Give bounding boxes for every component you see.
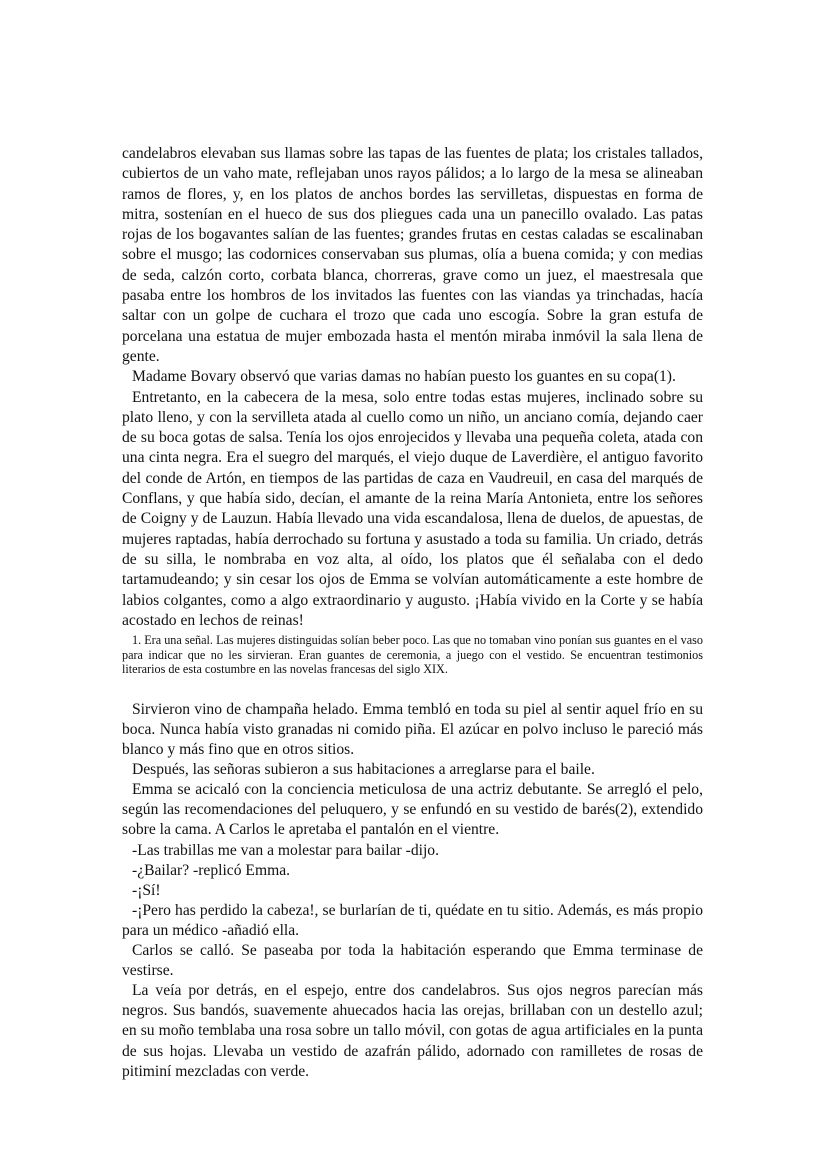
footnote [122, 633, 703, 677]
dialogue-line: -Las trabillas me van a molestar para bailar -dijo. [132, 841, 439, 859]
paragraph: Después, las señoras subieron a sus habitaciones a arreglarse para el baile. [132, 761, 595, 779]
paragraph: Madame Bovary observó que varias damas no habían puesto los guantes en su copa(1). [132, 368, 676, 386]
document-page [122, 144, 703, 1082]
paragraph: Emma se acicaló con la conciencia meticulosa de una actriz debutante. Se arregló el pelo, según las recomendaciones del peluquero, y se enfundó en su vestido de barés(2), extendido sobre la cama. A Carlos le apretaba el pantalón en el vientre. [122, 781, 703, 839]
paragraph-continued: candelabros elevaban sus llamas sobre las tapas de las fuentes de plata; los cristales tallados, cubiertos de un vaho mate, reflejaban unos rayos pálidos; a lo largo de la mesa se alineaban ramos de flores, y, en los platos de anchos bordes las servilletas, dispuestas en forma de mitra, sostenían en el hueco de sus dos pliegues cada una un panecillo ovalado. Las patas rojas de los bogavantes salían de las fuentes; grandes frutas en cestas caladas se escalinaban sobre el musgo; las codornices conservaban sus plumas, olía a buena comida; y con medias de seda, calzón corto, corbata blanca, chorreras, grave como un juez, el maestresala que pasaba entre los hombros de los invitados las fuentes con las viandas ya trinchadas, hacía saltar con un golpe de cuchara el trozo que cada uno escogía. Sobre la gran estufa de porcelana una estatua de mujer embozada hasta el mentón miraba inmóvil la sala llena de gente. [122, 145, 703, 365]
paragraph: Entretanto, en la cabecera de la mesa, solo entre todas estas mujeres, inclinado sobre su plato lleno, y con la servilleta atada al cuello como un niño, un anciano comía, dejando caer de su boca gotas de salsa. Tenía los ojos enrojecidos y llevaba una pequeña coleta, atada con una cinta negra. Era el suegro del marqués, el viejo duque de Laverdière, el antiguo favorito del conde de Artón, en tiempos de las partidas de caza en Vaudreuil, en casa del marqués de Conflans, y que había sido, decían, el amante de la reina María Antonieta, entre los señores de Coigny y de Lauzun. Había llevado una vida escandalosa, llena de duelos, de apuestas, de mujeres raptadas, había derrochado su fortuna y asustado a toda su familia. Un criado, detrás de su silla, le nombraba en voz alta, al oído, los platos que él señalaba con el dedo tartamudeando; y sin cesar los ojos de Emma se volvían automáticamente a este hombre de labios colgantes, como a algo extraordinario y augusto. ¡Había vivido en la Corte y se había acostado en lechos de reinas! [122, 388, 703, 629]
paragraph: Carlos se calló. Se paseaba por toda la habitación esperando que Emma terminase de vestirse. [122, 942, 703, 980]
text-section-1 [122, 144, 703, 631]
dialogue-line: -¿Bailar? -replicó Emma. [132, 861, 291, 879]
paragraph: Sirvieron vino de champaña helado. Emma tembló en toda su piel al sentir aquel frío en su boca. Nunca había visto granadas ni comido piña. El azúcar en polvo incluso le pareció más blanco y más fino que en otros sitios. [122, 700, 703, 759]
dialogue-line: -¡Sí! [132, 881, 161, 899]
paragraph: La veía por detrás, en el espejo, entre dos candelabros. Sus ojos negros parecían más negros. Sus bandós, suavemente ahuecados hacia las orejas, brillaban con un destello azul; en su moño temblaba una rosa sobre un tallo móvil, con gotas de agua artificiales en la punta de sus hojas. Llevaba un vestido de azafrán pálido, adornado con ramilletes de rosas de pitiminí mezcladas con verde. [122, 982, 703, 1080]
text-section-2 [122, 700, 703, 1082]
footnote-text: 1. Era una señal. Las mujeres distinguidas solían beber poco. Las que no tomaban vino ponían sus guantes en el vaso para indicar que no les sirvieran. Eran guantes de ceremonia, a juego con el vestido. Se encuentran testimonios literarios de esta costumbre en las novelas francesas del siglo XIX. [122, 633, 703, 677]
dialogue-line: -¡Pero has perdido la cabeza!, se burlarían de ti, quédate en tu sitio. Además, es más propio para un médico -añadió ella. [122, 901, 703, 939]
